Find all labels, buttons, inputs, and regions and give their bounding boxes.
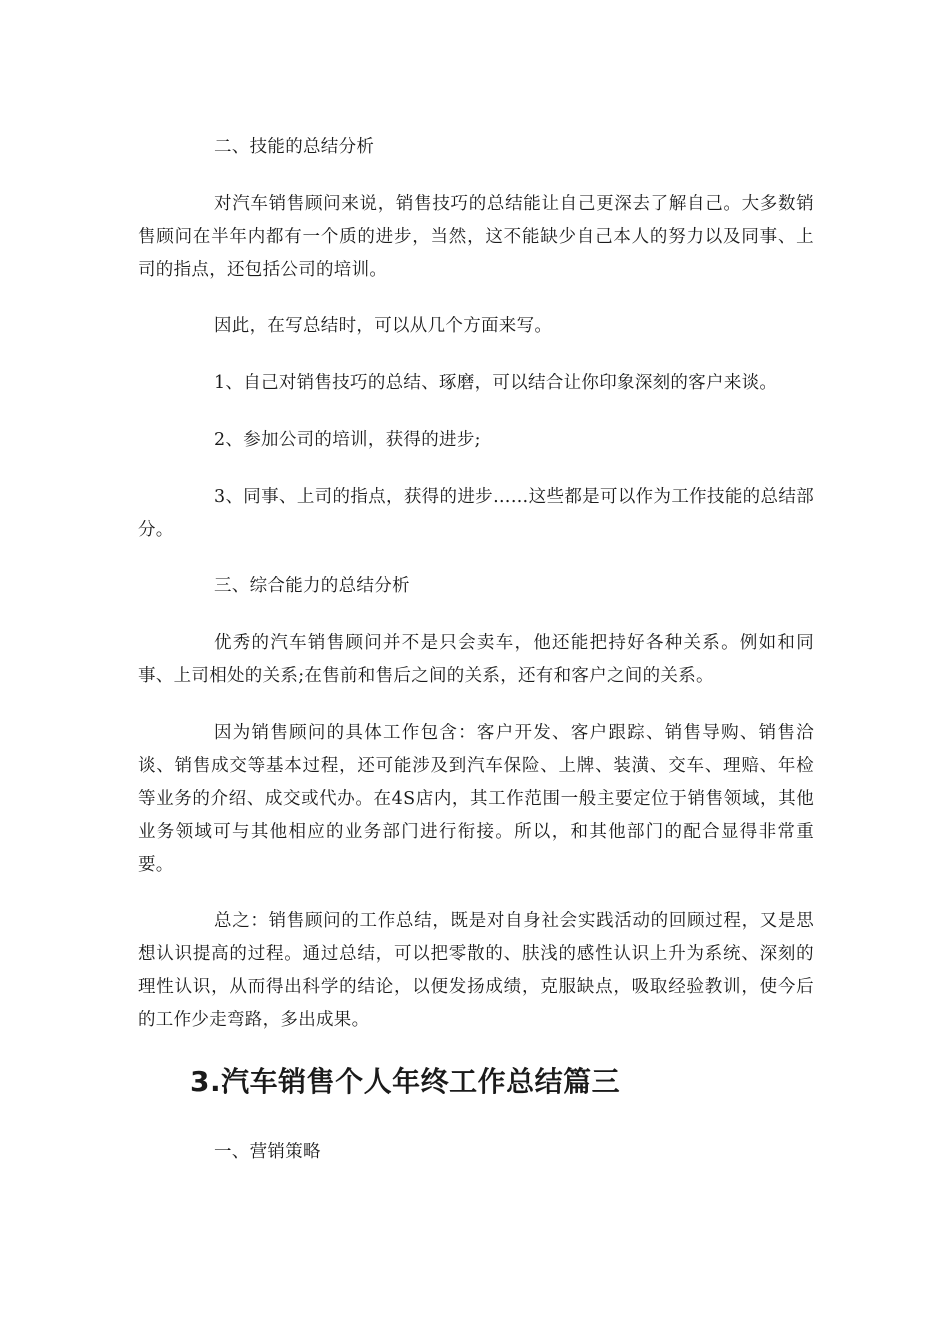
paragraph-skills-intro: 对汽车销售顾问来说，销售技巧的总结能让自己更深去了解自己。大多数销售顾问在半年内都有一个质的进步，当然，这不能缺少自己本人的努力以及同事、上司的指点，还包括公司的培训。 — [138, 194, 814, 280]
paragraph-relationships: 优秀的汽车销售顾问并不是只会卖车，他还能把持好各种关系。例如和同事、上司相处的关系;在售前和售后之间的关系，还有和客户之间的关系。 — [138, 633, 814, 686]
list-item-2: 2、参加公司的培训，获得的进步; — [214, 430, 481, 450]
section-heading-ability: 三、综合能力的总结分析 — [214, 576, 410, 596]
section-heading-marketing: 一、营销策略 — [214, 1142, 321, 1162]
list-item-1: 1、自己对销售技巧的总结、琢磨，可以结合让你印象深刻的客户来谈。 — [214, 373, 778, 393]
paragraph-writing-aspects: 因此，在写总结时，可以从几个方面来写。 — [214, 316, 553, 336]
section-heading-skills: 二、技能的总结分析 — [214, 137, 375, 157]
paragraph-conclusion: 总之：销售顾问的工作总结，既是对自身社会实践活动的回顾过程，又是思想认识提高的过程。通过总结，可以把零散的、肤浅的感性认识上升为系统、深刻的理性认识，从而得出科学的结论，以便发扬成绩，克服缺点，吸取经验教训，使今后的工作少走弯路，多出成果。 — [138, 911, 814, 1030]
paragraph-job-scope: 因为销售顾问的具体工作包含：客户开发、客户跟踪、销售导购、销售洽谈、销售成交等基本过程，还可能涉及到汽车保险、上牌、装潢、交车、理赔、年检等业务的介绍、成交或代办。在4S店内，其工作范围一般主要定位于销售领域，其他业务领域可与其他相应的业务部门进行衔接。所以，和其他部门的配合显得非常重要。 — [138, 723, 814, 875]
article-heading: 3.汽车销售个人年终工作总结篇三 — [190, 1065, 621, 1098]
list-item-3: 3、同事、上司的指点，获得的进步……这些都是可以作为工作技能的总结部分。 — [138, 487, 814, 540]
